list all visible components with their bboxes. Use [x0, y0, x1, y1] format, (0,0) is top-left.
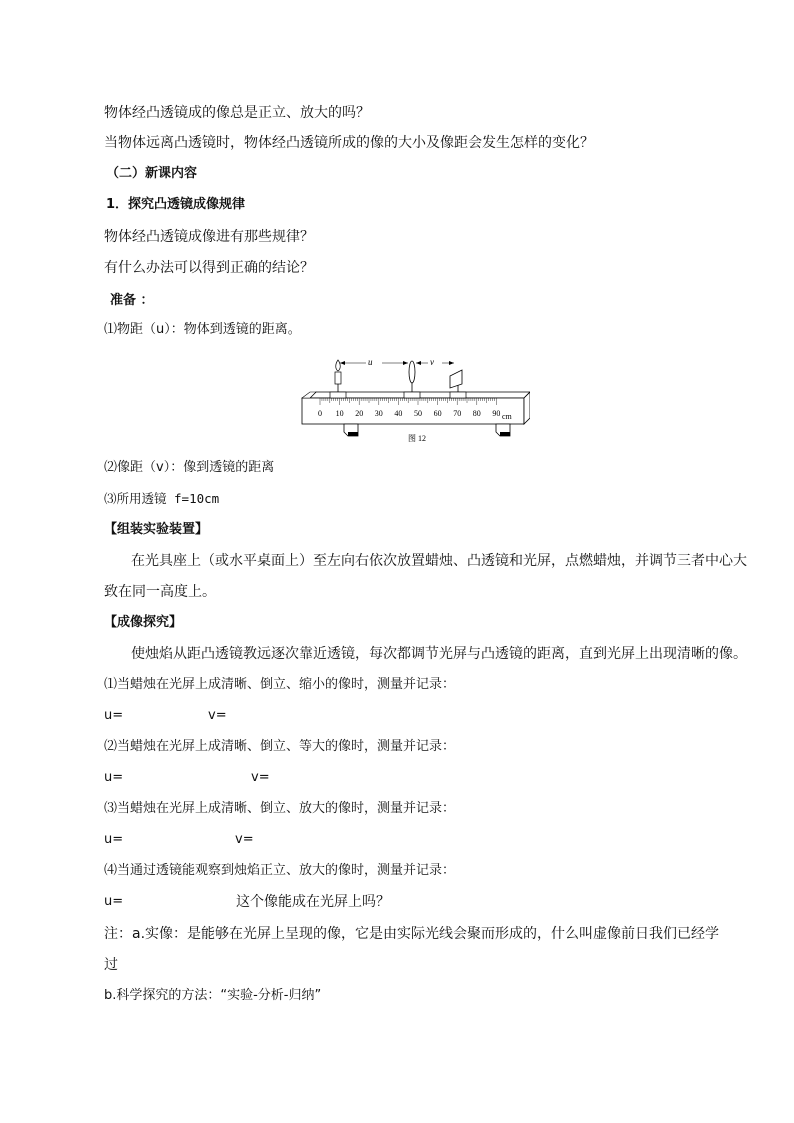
u-dimension: [340, 357, 408, 367]
case-3-v: v=: [235, 832, 254, 847]
scale-tick-label: 30: [374, 409, 383, 418]
case-1-v: v=: [208, 708, 227, 723]
question-3: 物体经凸透镜成像进有那些规律？: [104, 229, 314, 245]
scale-tick-label: 20: [355, 409, 364, 418]
case-2-u: u=: [104, 770, 124, 785]
def-image-distance: ⑵像距（v）：像到透镜的距离: [104, 460, 275, 475]
note-a-line-2: 过: [104, 957, 118, 973]
scale-tick-label: 50: [414, 409, 422, 418]
question-4: 有什么办法可以得到正确的结论？: [104, 260, 314, 276]
case-4-u: u=: [104, 894, 124, 909]
assemble-text-1: 在光具座上（或水平桌面上）至左向右依次放置蜡烛、凸透镜和光屏，点燃蜡烛，并调节三者中心大: [131, 553, 747, 569]
optical-bench-figure: [300, 352, 530, 444]
question-2: 当物体远离凸透镜时，物体经凸透镜所成的像的大小及像距会发生怎样的变化？: [104, 135, 594, 151]
case-2-v: v=: [251, 770, 270, 785]
case-3: ⑶当蜡烛在光屏上成清晰、倒立、放大的像时，测量并记录：: [104, 801, 456, 816]
lens-focal-length: ⑶所用透镜 f=10cm: [104, 491, 220, 506]
case-4-question: 这个像能成在光屏上吗？: [236, 894, 390, 910]
question-1: 物体经凸透镜成的像总是正立、放大的吗？: [104, 105, 370, 121]
lens-icon: [409, 361, 415, 383]
case-1: ⑴当蜡烛在光屏上成清晰、倒立、缩小的像时，测量并记录：: [104, 677, 456, 692]
candle: [330, 360, 346, 398]
note-b: b.科学探究的方法：“实验-分析-归纳”: [104, 988, 322, 1003]
convex-lens: [404, 361, 420, 398]
unit-label: cm: [502, 412, 512, 421]
scale-tick-label: 10: [335, 409, 344, 418]
case-1-u: u=: [104, 708, 124, 723]
scale-tick-label: 40: [394, 409, 403, 418]
figure-caption: 图 12: [408, 434, 426, 443]
note-a-line-1: 注：a.实像：是能够在光屏上呈现的像，它是由实际光线会聚而形成的，什么叫虚像前日我们已经学: [104, 926, 720, 942]
bench-foot-right-shade: [500, 432, 510, 436]
scale-tick-label: 80: [472, 409, 481, 418]
def-object-distance: ⑴物距（u）：物体到透镜的距离。: [104, 322, 301, 337]
v-dimension: [416, 357, 454, 367]
explore-text: 使烛焰从距凸透镜教远逐次靠近透镜，每次都调节光屏与凸透镜的距离，直到光屏上出现清晰的像。: [131, 646, 747, 662]
bench-foot-left-shade: [348, 432, 358, 436]
flame-icon: [336, 360, 341, 371]
scale-tick-label: 90: [492, 409, 501, 418]
prep-label: 准备 ：: [110, 293, 154, 308]
case-3-u: u=: [104, 832, 124, 847]
scale-tick-label: 0: [318, 409, 322, 418]
v-label: v: [430, 357, 434, 367]
section-new-content: （二）新课内容: [106, 166, 198, 181]
assemble-text-2: 致在同一高度上。: [104, 584, 216, 600]
explore-title: 【成像探究】: [104, 615, 183, 630]
case-2: ⑵当蜡烛在光屏上成清晰、倒立、等大的像时，测量并记录：: [104, 739, 456, 754]
scale-tick-label: 70: [453, 409, 462, 418]
case-4: ⑷当通过透镜能观察到烛焰正立、放大的像时，测量并记录：: [104, 863, 456, 878]
bench-side: [524, 392, 530, 424]
assemble-title: 【组装实验装置】: [104, 522, 209, 537]
section-1-title: 1．探究凸透镜成像规律: [106, 197, 246, 212]
u-label: u: [368, 357, 373, 367]
scale-tick-label: 60: [433, 409, 442, 418]
screen-icon: [450, 370, 462, 388]
light-screen: [450, 370, 466, 398]
